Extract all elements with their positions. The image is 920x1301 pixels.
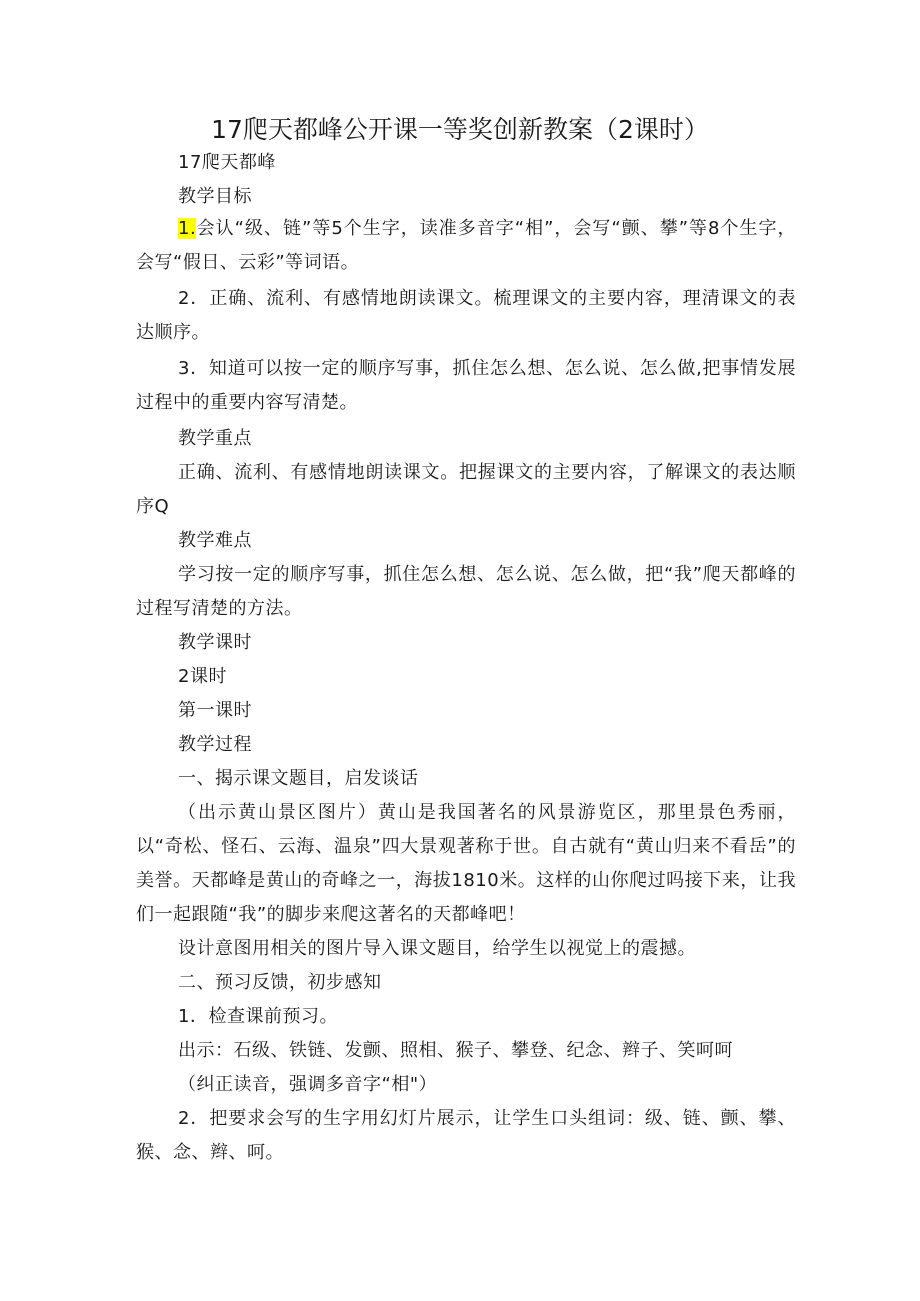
check-heading: 1．检查课前预习。 (178, 1006, 338, 1027)
goal-1 (136, 212, 796, 280)
difficulty-text: 学习按一定的顺序写事，抓住怎么想、怎么说、怎么做，把“我”爬天都峰的过程写清楚的方法。 (136, 564, 796, 619)
step-1-heading: 一、揭示课文题目，启发谈话 (178, 768, 419, 789)
goal-2: 2．正确、流利、有感情地朗读课文。梳理课文的主要内容，理清课文的表达顺序。 (136, 288, 796, 343)
hours-text: 2课时 (178, 666, 227, 687)
document-title: 17爬天都峰公开课一等奖创新教案（2课时） (211, 115, 709, 144)
goal-1-number: 1. (178, 218, 197, 239)
subtitle: 17爬天都峰 (178, 152, 276, 173)
lesson-1-heading: 第一课时 (178, 700, 252, 721)
step-2-heading: 二、预习反馈，初步感知 (178, 972, 382, 993)
show-words: 出示：石级、铁链、发颤、照相、猴子、攀登、纪念、辫子、笑呵呵 (178, 1040, 733, 1061)
key-heading: 教学重点 (178, 428, 252, 449)
hours-heading: 教学课时 (178, 632, 252, 653)
correct-note: （纠正读音，强调多音字“相"） (178, 1074, 438, 1095)
goal-3: 3．知道可以按一定的顺序写事，抓住怎么想、怎么说、怎么做,把事情发展过程中的重要内容写清楚。 (136, 358, 796, 413)
process-heading: 教学过程 (178, 734, 252, 755)
goals-heading: 教学目标 (178, 186, 252, 207)
design-note: 设计意图用相关的图片导入课文题目，给学生以视觉上的震撼。 (178, 938, 696, 959)
difficulty-heading: 教学难点 (178, 530, 252, 551)
key-text: 正确、流利、有感情地朗读课文。把握课文的主要内容，了解课文的表达顺序Q (136, 462, 796, 517)
slides-text: 2．把要求会写的生字用幻灯片展示，让学生口头组词：级、链、颤、攀、猴、念、辫、呵。 (136, 1108, 796, 1163)
goal-1-text: 会认“级、链”等5个生字，读准多音字“相”，会写“颤、攀”等8个生字，会写“假日、云彩”等词语。 (136, 218, 796, 273)
step-1-text: （出示黄山景区图片）黄山是我国著名的风景游览区，那里景色秀丽，以“奇松、怪石、云海、温泉”四大景观著称于世。自古就有“黄山归来不看岳”的美誉。天都峰是黄山的奇峰之一，海拔1810米。这样的山你爬过吗接下来，让我们一起跟随“我”的脚步来爬这著名的天都峰吧！ (136, 802, 796, 925)
